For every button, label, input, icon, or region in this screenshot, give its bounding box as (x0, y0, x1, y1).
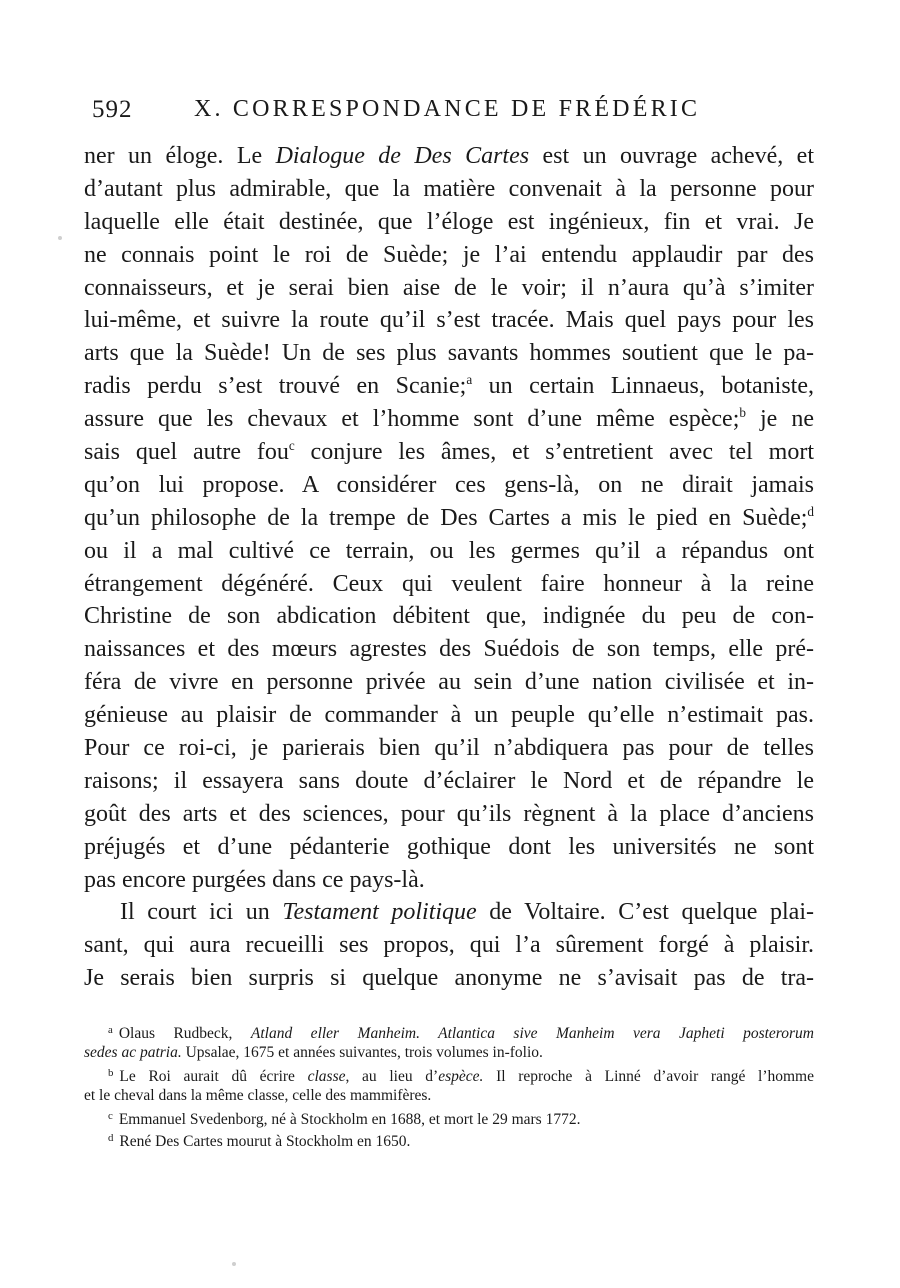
text-line: Il court ici un Testament politique de Voltaire. C’est quelque plai- (120, 899, 814, 926)
footnote-reference: a (466, 372, 473, 387)
text-line: sais quel autre fou$^c$ conjure les âmes, et s’entretient avec tel mort (84, 437, 815, 466)
text-line: qu’on lui propose. A considérer ces gens-là, on ne dirait jamais (84, 471, 814, 498)
text-line: ne connais point le roi de Suède; je l’ai entendu applaudir par des (84, 241, 814, 268)
footnote-marker: d (108, 1131, 114, 1144)
text-line: Pour ce roi-ci, je parierais bien qu’il n’abdiquera pas pour de telles (84, 735, 814, 762)
text-line: goût des arts et des sciences, pour qu’ils règnent à la place d’anciens (84, 800, 814, 827)
text-line: pas encore purgées dans ce pays-là. (84, 866, 425, 893)
text-line: étrangement dégénéré. Ceux qui veulent faire honneur à la reine (84, 570, 814, 597)
footnote-marker: a (108, 1024, 113, 1036)
text-line: ou il a mal cultivé ce terrain, ou les germes qu’il a répandus ont (84, 537, 814, 564)
text-line: radis perdu s’est trouvé en Scanie;$^a$ un certain Linnaeus, botaniste, (84, 372, 815, 400)
footnote-line: $^b$ Le Roi aurait dû écrire classe, au lieu d’espèce. Il reproche à Linné d’avoir rangé l’homme (108, 1067, 814, 1086)
text-line: qu’un philosophe de la trempe de Des Cartes a mis le pied en Suède;$^d$ (84, 503, 814, 531)
text-line: Christine de son abdication débitent que, indignée du peu de con- (84, 603, 814, 630)
text-line: féra de vivre en personne privée au sein d’une nation civilisée et in- (84, 669, 814, 696)
footnotes (84, 1020, 814, 1150)
footnote-marker: b (108, 1067, 114, 1080)
text-line: sant, qui aura recueilli ses propos, qui l’a sûrement forgé à plaisir. (84, 932, 814, 959)
footnote-reference: c (288, 437, 295, 453)
body-text (84, 140, 814, 995)
footnote-marker: c (108, 1110, 113, 1123)
italic-text: Dialogue de Des Cartes (275, 143, 530, 169)
text-line: arts que la Suède! Un de ses plus savants hommes soutient que le pa- (84, 340, 814, 367)
footnote-line: $^c$ Emmanuel Svedenborg, né à Stockholm en 1688, et mort le 29 mars 1772. (108, 1110, 581, 1129)
section-title: X. CORRESPONDANCE DE FRÉDÉRIC (194, 96, 701, 122)
italic-text: classe (307, 1068, 346, 1086)
text-line: d’autant plus admirable, que la matière convenait à la personne pour (84, 175, 814, 202)
italic-text: espèce. (438, 1068, 484, 1086)
text-line: ner un éloge. Le Dialogue de Des Cartes est un ouvrage achevé, et (84, 143, 815, 169)
footnote-line: sedes ac patria. Upsalae, 1675 et années suivantes, trois volumes in-folio. (84, 1043, 543, 1061)
text-line: raisons; il essayera sans doute d’éclairer le Nord et de répandre le (84, 767, 814, 794)
italic-text: Atland eller Manheim. Atlantica sive Manheim vera Japheti posterorum (250, 1024, 814, 1042)
text-line: préjugés et d’une pédanterie gothique dont les universités ne sont (84, 833, 814, 860)
footnote-line: $^a$ Olaus Rudbeck, Atland eller Manheim. Atlantica sive Manheim vera Japheti posterorum (108, 1024, 814, 1042)
text-line: lui-même, et suivre la route qu’il s’est tracée. Mais quel pays pour les (84, 307, 814, 334)
text-line: Je serais bien surpris si quelque anonyme ne s’avisait pas de tra- (84, 965, 814, 992)
text-line: assure que les chevaux et l’homme sont d’une même espèce;$^b$ je ne (84, 404, 814, 433)
paper-speck (232, 1262, 236, 1266)
page-number: 592 (92, 96, 133, 123)
text-line: naissances et des mœurs agrestes des Suédois de son temps, elle pré- (84, 636, 814, 663)
footnote-line: $^d$ René Des Cartes mourut à Stockholm en 1650. (108, 1131, 411, 1150)
footnote-reference: d (807, 503, 814, 519)
footnote-reference: b (739, 404, 746, 420)
text-line: connaisseurs, et je serai bien aise de le voir; il n’aura qu’à s’imiter (84, 274, 814, 301)
running-head (84, 92, 824, 132)
text-line: laquelle elle était destinée, que l’éloge est ingénieux, fin et vrai. Je (84, 208, 814, 235)
paper-speck (58, 236, 62, 240)
footnote-line: et le cheval dans la même classe, celle des mammifères. (84, 1086, 432, 1104)
text-line: génieuse au plaisir de commander à un peuple qu’elle n’estimait pas. (84, 702, 814, 729)
italic-text: sedes ac patria. (84, 1043, 182, 1061)
italic-text: Testament politique (282, 899, 477, 926)
